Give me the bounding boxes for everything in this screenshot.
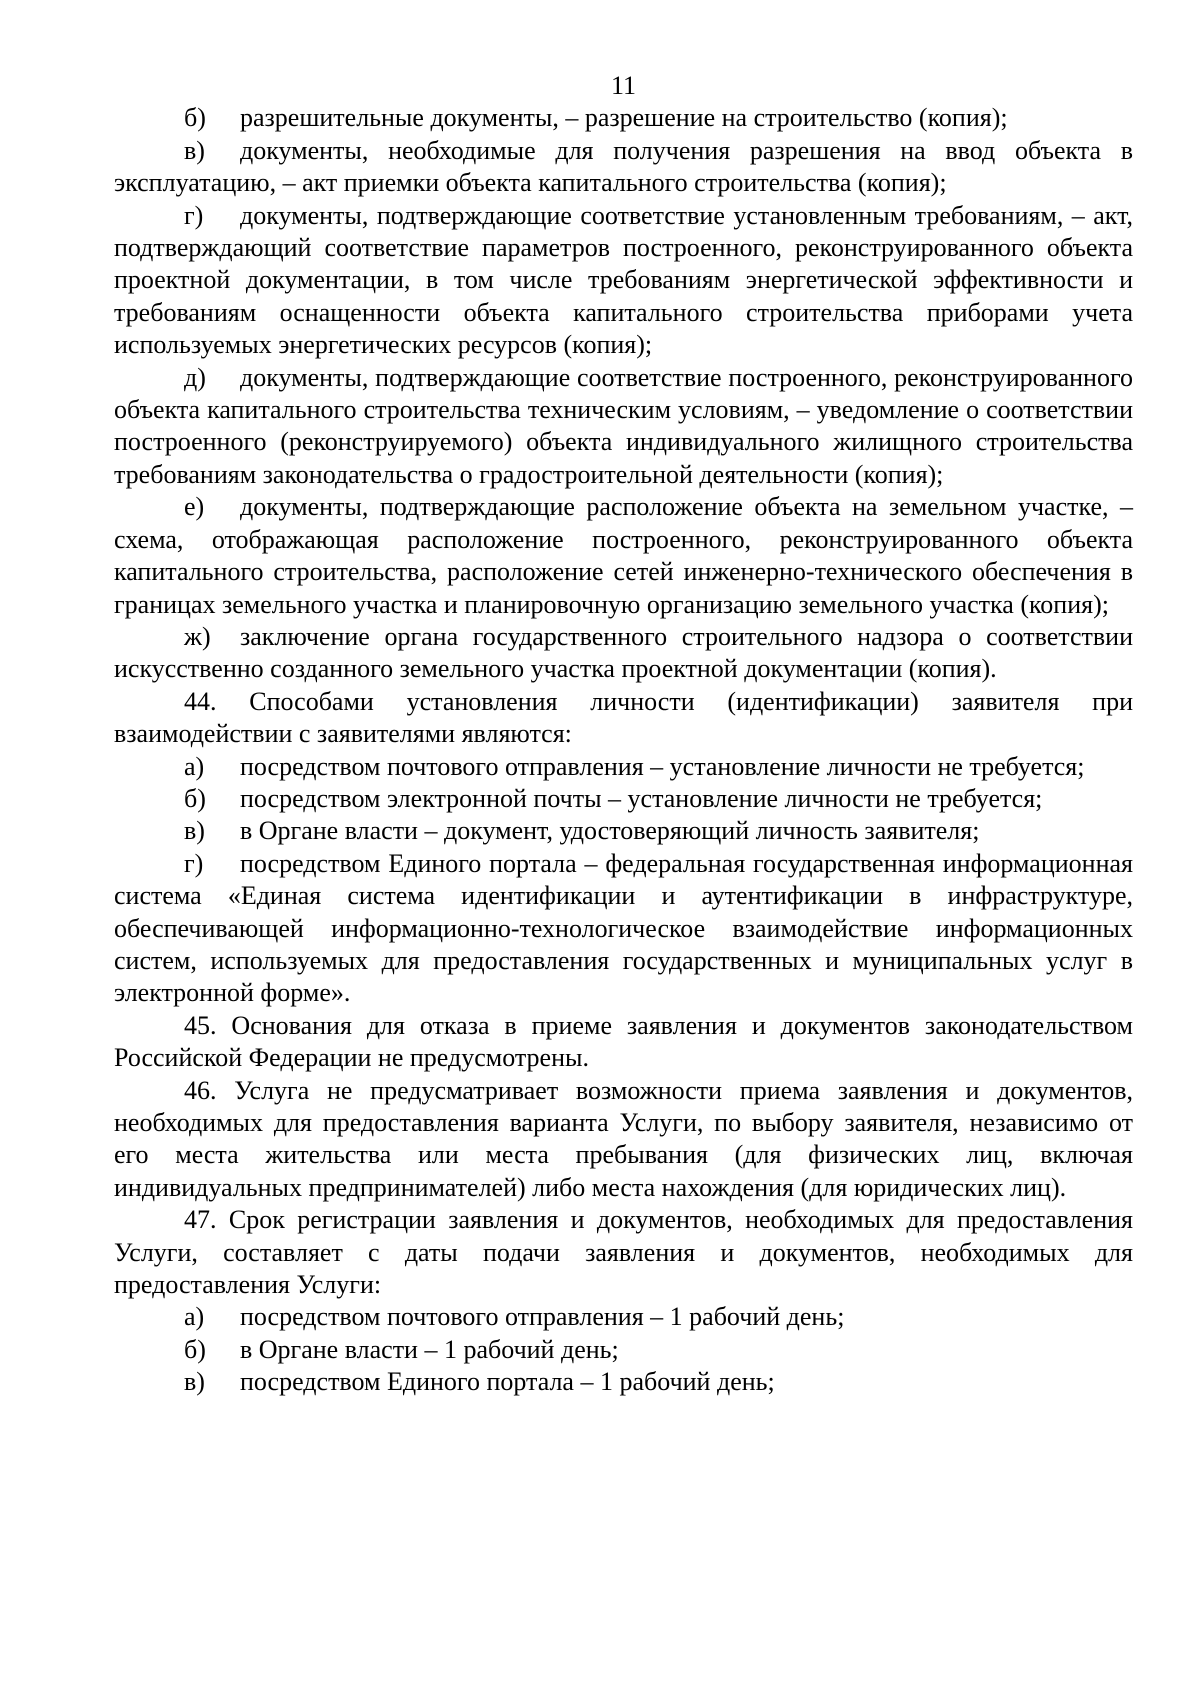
paragraph-b-authority-term	[114, 1334, 1133, 1366]
paragraph-text: разрешительные документы, – разрешение на строительство (копия);	[240, 103, 1008, 133]
list-marker: б)	[184, 783, 206, 813]
paragraph-text: документы, подтверждающие соответствие установленным требованиям, – акт, подтверждающий соответствие параметров построенного, реконструированного объекта проектной документации, в том числе требованиям энергетической эффективности и требованиям оснащенности объекта капитального строительства приборами учета используемых энергетических ресурсов (копия);	[114, 200, 1133, 360]
list-marker: б)	[184, 1334, 206, 1364]
list-marker: д)	[184, 362, 206, 392]
paragraph-text: документы, необходимые для получения разрешения на ввод объекта в эксплуатацию, – акт приемки объекта капитального строительства (копия);	[114, 135, 1133, 198]
clause-46	[114, 1075, 1133, 1205]
paragraph-d-technical-conditions	[114, 362, 1133, 492]
clause-45	[114, 1010, 1133, 1075]
paragraph-text: 47. Срок регистрации заявления и документов, необходимых для предоставления Услуги, составляет с даты подачи заявления и документов, необходимых для предоставления Услуги:	[114, 1205, 1133, 1300]
paragraph-e-location	[114, 491, 1133, 621]
clause-44	[114, 686, 1133, 751]
clause-47	[114, 1204, 1133, 1301]
paragraph-a-postal	[114, 751, 1133, 783]
paragraph-b-email	[114, 783, 1133, 815]
paragraph-text: посредством почтового отправления – установление личности не требуется;	[240, 751, 1085, 781]
paragraph-text: в Органе власти – документ, удостоверяющий личность заявителя;	[240, 816, 980, 846]
paragraph-text: 45. Основания для отказа в приеме заявления и документов законодательством Российской Федерации не предусмотрены.	[114, 1010, 1133, 1073]
paragraph-text: посредством почтового отправления – 1 рабочий день;	[240, 1302, 845, 1332]
list-marker: е)	[184, 492, 205, 522]
paragraph-text: посредством Единого портала – федеральная государственная информационная система «Единая система идентификации и аутентификации в инфраструктуре, обеспечивающей информационно-технологическое взаимодействие информационных систем, используемых для предоставления государственных и муниципальных услуг в электронной форме».	[114, 848, 1133, 1008]
paragraph-g-portal	[114, 848, 1133, 1010]
paragraph-text: заключение органа государственного строительного надзора о соответствии искусственно созданного земельного участка проектной документации (копия).	[114, 621, 1133, 684]
list-marker: в)	[184, 1367, 205, 1397]
paragraph-zh-conclusion	[114, 621, 1133, 686]
page-number: 11	[610, 71, 637, 100]
list-marker: ж)	[184, 621, 211, 651]
paragraph-text: посредством электронной почты – установление личности не требуется;	[240, 783, 1043, 813]
paragraph-v-portal-term	[114, 1366, 1133, 1398]
list-marker: б)	[184, 103, 206, 133]
paragraph-text: 44. Способами установления личности (идентификации) заявителя при взаимодействии с заявителями являются:	[114, 686, 1133, 749]
paragraph-text: 46. Услуга не предусматривает возможности приема заявления и документов, необходимых для предоставления варианта Услуги, по выбору заявителя, независимо от его места жительства или места пребывания (для физических лиц, включая индивидуальных предпринимателей) либо места нахождения (для юридических лиц).	[114, 1075, 1133, 1202]
paragraph-b-permit	[114, 102, 1133, 134]
paragraph-v-commissioning	[114, 135, 1133, 200]
paragraph-v-authority	[114, 815, 1133, 847]
list-marker: г)	[184, 848, 204, 878]
paragraph-text: посредством Единого портала – 1 рабочий день;	[240, 1367, 775, 1397]
paragraph-text: документы, подтверждающие соответствие построенного, реконструированного объекта капитального строительства техническим условиям, – уведомление о соответствии построенного (реконструируемого) объекта индивидуального жилищного строительства требованиям законодательства о градостроительной деятельности (копия);	[114, 362, 1133, 489]
paragraph-a-postal-term	[114, 1301, 1133, 1333]
list-marker: г)	[184, 200, 204, 230]
paragraph-g-compliance	[114, 200, 1133, 362]
paragraph-text: в Органе власти – 1 рабочий день;	[240, 1334, 619, 1364]
list-marker: а)	[184, 1302, 205, 1332]
list-marker: в)	[184, 135, 205, 165]
list-marker: в)	[184, 816, 205, 846]
paragraph-text: документы, подтверждающие расположение объекта на земельном участке, – схема, отображающая расположение построенного, реконструированного объекта капитального строительства, расположение сетей инженерно-технического обеспечения в границах земельного участка и планировочную организацию земельного участка (копия);	[114, 492, 1133, 619]
list-marker: а)	[184, 751, 205, 781]
